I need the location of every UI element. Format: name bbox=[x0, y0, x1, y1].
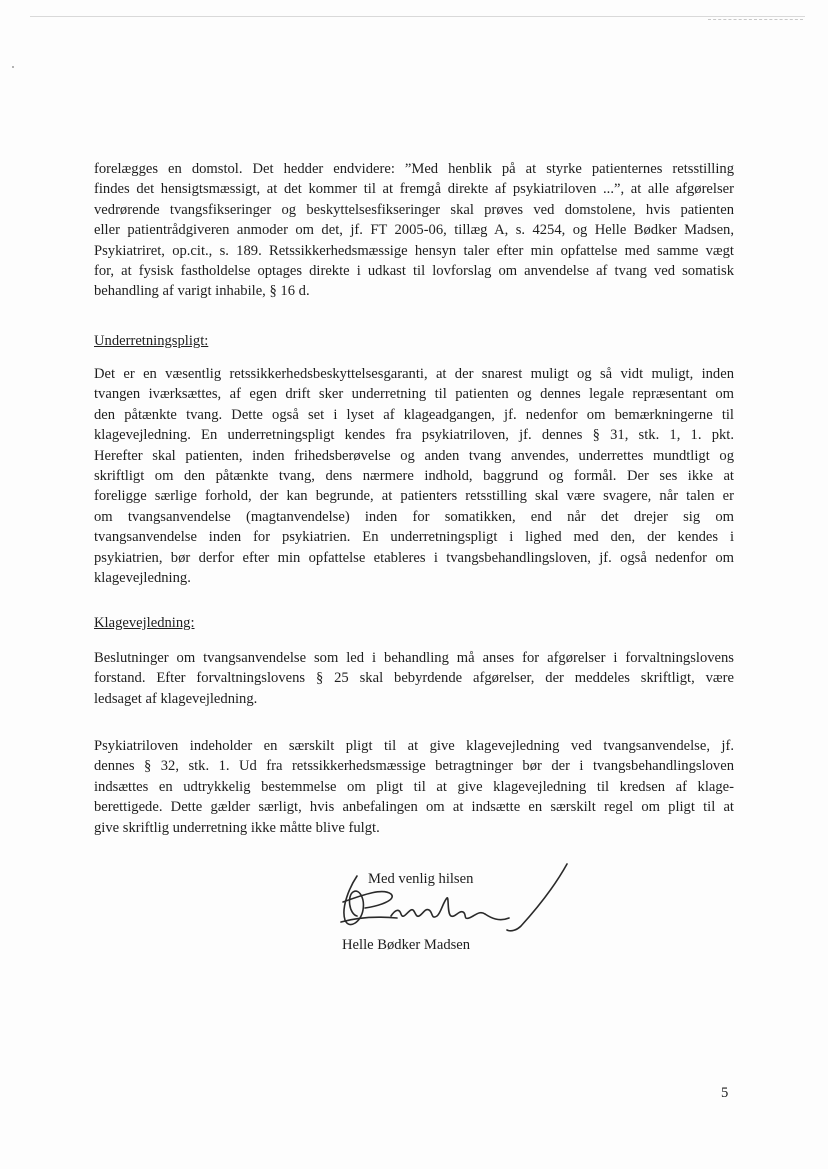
text-line: for, at fysisk fastholdelse optages direkte i udkast til lovforslag om anvendelse af tvang ved somatisk bbox=[94, 263, 734, 280]
text-line: findes det hensigtsmæssigt, at det kommer til at fremgå direkte af psykiatriloven ...”, at alle afgørelser bbox=[94, 181, 734, 198]
text-line: Psykiatriloven indeholder en særskilt pligt til at give klagevejledning ved tvangsanvendelse, jf. bbox=[94, 738, 734, 754]
text-line: forelægges en domstol. Det hedder endvidere: ”Med henblik på at styrke patienternes retsstilling bbox=[94, 161, 734, 177]
text-line: Psykiatriret, op.cit., s. 189. Retssikkerhedsmæssige hensyn taler efter min opfattelse med samme vægt bbox=[94, 242, 734, 259]
text-line: psykiatrien, bør derfor efter min opfattelse etableres i tvangsbehandlingsloven, jf. også nedenfor om bbox=[94, 549, 734, 566]
signer-name: Helle Bødker Madsen bbox=[342, 937, 471, 953]
section-heading-klagevejledning: Klagevejledning: bbox=[94, 615, 195, 631]
text-line: berettigede. Dette gælder særligt, hvis anbefalingen om at indsætte en særskilt regel om pligt til at bbox=[94, 799, 734, 816]
paragraph-domstol bbox=[94, 159, 734, 302]
text-line: om tvangsanvendelse (magtanvendelse) inden for somatikken, end når det drejer sig om bbox=[94, 508, 734, 525]
paragraph-klagevejledning-b bbox=[94, 736, 734, 838]
section-heading-underretningspligt: Underretningspligt: bbox=[94, 333, 209, 349]
text-line: forstand. Efter forvaltningslovens § 25 skal bebyrdende afgørelser, der meddeles skriftligt, være bbox=[94, 670, 734, 687]
text-line: Det er en væsentlig retssikkerhedsbeskyttelsesgaranti, at der snarest muligt og så vidt muligt, inden bbox=[94, 366, 734, 382]
text-line: klagevejledning. bbox=[94, 570, 191, 587]
text-line: tvangen iværksættes, af egen drift sker underretning til patienten og dennes legale repræsentant om bbox=[94, 386, 734, 403]
text-line: ledsaget af klagevejledning. bbox=[94, 690, 258, 707]
text-line: eller patientrådgiveren anmoder om det, jf. FT 2005-06, tillæg A, s. 4254, og Helle Bødker Madsen, bbox=[94, 222, 734, 239]
text-line: behandling af varigt inhabile, § 16 d. bbox=[94, 283, 310, 300]
closing-greeting: Med venlig hilsen bbox=[368, 871, 474, 887]
text-line: dennes § 32, stk. 1. Ud fra retssikkerhedsmæssige betragtninger bør der i tvangsbehandlingsloven bbox=[94, 758, 734, 775]
text-line: Herefter skal patienten, inden frihedsberøvelse og anden tvang anvendes, underrettes mundtligt og bbox=[94, 447, 734, 464]
paragraph-underretningspligt bbox=[94, 364, 734, 588]
scan-artifact-dash bbox=[708, 19, 803, 21]
text-line: give skriftlig underretning ikke måtte blive fulgt. bbox=[94, 819, 380, 836]
text-line: vedrørende tvangsfikseringer og beskyttelsesfikseringer skal prøves ved domstolene, hvis patienten bbox=[94, 201, 734, 218]
text-line: indsættes en udtrykkelig bestemmelse om pligt til at give klagevejledning til kredsen af klage- bbox=[94, 778, 734, 795]
text-line: Beslutninger om tvangsanvendelse som led i behandling må anses for afgørelser i forvaltningslovens bbox=[94, 650, 734, 666]
text-line: tvangsanvendelse inden for psykiatrien. En underretningspligt i lighed med den, der kendes i bbox=[94, 529, 734, 546]
handwritten-signature bbox=[335, 858, 580, 940]
text-line: foreligge særlige forhold, der kan begrunde, at patienters retsstilling skal være svagere, når talen er bbox=[94, 488, 734, 505]
text-line: skriftligt om den påtænkte tvang, dens nærmere indhold, baggrund og formål. Der ses ikke at bbox=[94, 468, 734, 485]
text-line: klagevejledning. En underretningspligt kendes fra psykiatriloven, jf. dennes § 31, stk. 1, 1. pkt. bbox=[94, 427, 734, 444]
paragraph-klagevejledning-a bbox=[94, 648, 734, 709]
text-line: den påtænkte tvang. Dette også set i lyset af klageadgangen, jf. nedenfor om bemærkningerne til bbox=[94, 406, 734, 423]
scan-artifact-dot bbox=[12, 66, 14, 68]
scan-artifact-line bbox=[30, 16, 805, 17]
page-number: 5 bbox=[721, 1085, 729, 1101]
